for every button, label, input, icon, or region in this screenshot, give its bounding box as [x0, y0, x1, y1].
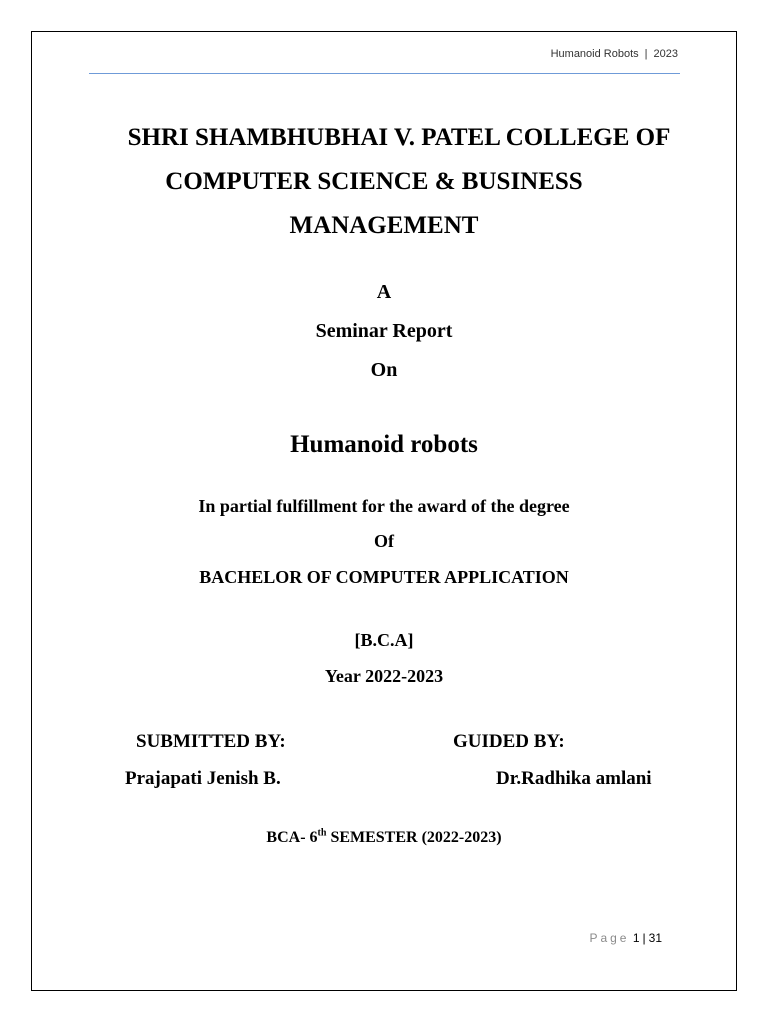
semester-suffix: SEMESTER (2022-2023)	[326, 829, 502, 846]
submitted-label: SUBMITTED BY:	[136, 731, 286, 752]
footer-separator: |	[642, 931, 646, 945]
report-a: A	[376, 281, 392, 303]
college-line-1: SHRI SHAMBHUBHAI V. PATEL COLLEGE OF	[127, 124, 671, 151]
footer-page-number: 1	[632, 931, 640, 945]
degree-year: Year 2022-2023	[324, 666, 444, 686]
report-on: On	[370, 359, 398, 381]
header-title: Humanoid Robots	[550, 48, 639, 60]
header-year: 2023	[653, 48, 678, 60]
guided-label: GUIDED BY:	[453, 731, 565, 752]
degree-name: BACHELOR OF COMPUTER APPLICATION	[199, 567, 569, 587]
header-rule	[89, 73, 680, 74]
semester-sup: th	[317, 827, 327, 839]
report-topic: Humanoid robots	[290, 431, 478, 458]
semester-prefix: BCA- 6	[266, 829, 318, 846]
running-header	[551, 48, 678, 60]
guided-name: Dr.Radhika amlani	[496, 768, 652, 789]
degree-partial: In partial fulfillment for the award of the degree	[198, 496, 570, 516]
page-footer	[589, 931, 662, 945]
footer-page-word: Page	[589, 931, 630, 945]
degree-abbr: [B.C.A]	[354, 630, 414, 650]
report-type: Seminar Report	[315, 320, 453, 342]
submitted-name: Prajapati Jenish B.	[125, 768, 281, 789]
header-separator: |	[644, 48, 648, 60]
semester-line	[0, 829, 768, 847]
degree-of: Of	[374, 531, 394, 551]
college-line-3: MANAGEMENT	[289, 212, 479, 239]
college-line-2: COMPUTER SCIENCE & BUSINESS	[165, 168, 583, 195]
college-name	[0, 116, 768, 248]
footer-page-total: 31	[648, 931, 662, 945]
